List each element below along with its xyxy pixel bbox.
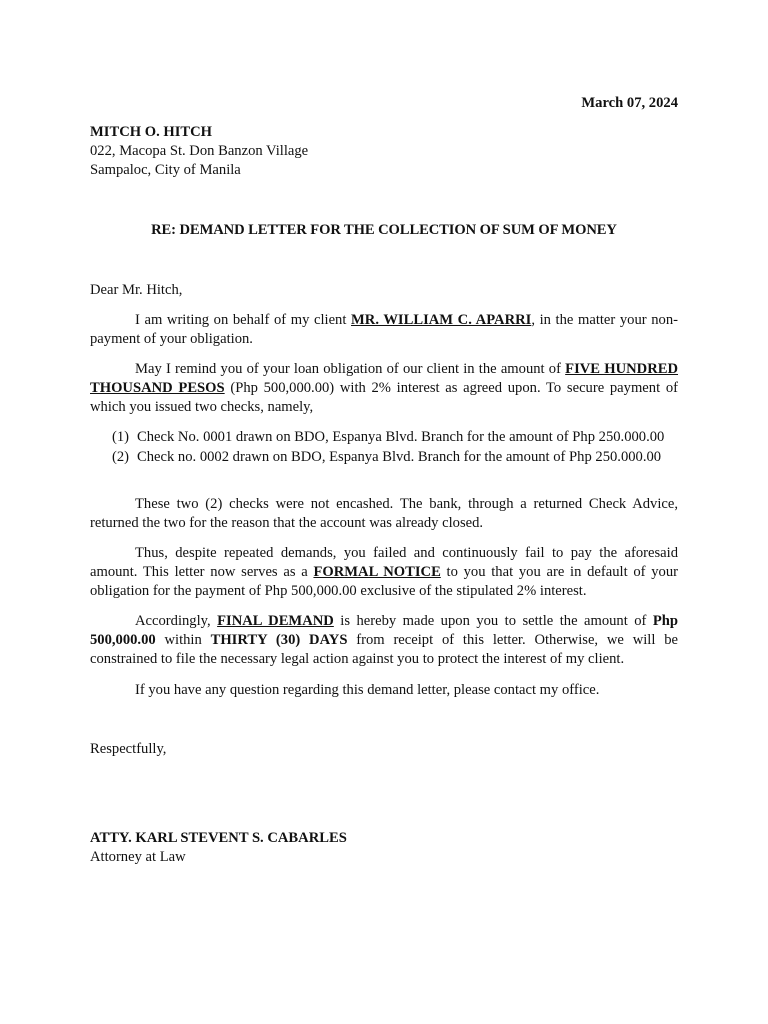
amount-in-words: FIVE HUNDRED THOUSAND PESOS [90, 361, 679, 396]
paragraph-2-post: (Php 500,000.00) with 2% interest as agreed upon. To secure payment of which you issued two checks, namely, [90, 380, 678, 415]
signatory-title: Attorney at Law [90, 849, 186, 865]
paragraph-5-mid1: is hereby made upon you to settle the amount of [333, 613, 653, 629]
paragraph-4-pre: Thus, despite repeated demands, you failed and continuously fail to pay the aforesaid amount. This letter now serves as a [90, 545, 678, 580]
paragraph-6-text: If you have any question regarding this demand letter, please contact my office. [135, 682, 600, 698]
demand-period: THIRTY (30) DAYS [210, 632, 348, 648]
subject-line: RE: DEMAND LETTER FOR THE COLLECTION OF SUM OF MONEY [151, 222, 617, 238]
paragraph-3 [90, 495, 678, 533]
signature-block [90, 829, 678, 867]
recipient-name: MITCH O. HITCH [90, 124, 213, 140]
paragraph-5-mid2: within [155, 632, 211, 648]
list-item [90, 448, 678, 467]
final-demand: FINAL DEMAND [217, 613, 334, 629]
recipient-address-line2: Sampaloc, City of Manila [90, 162, 241, 178]
paragraph-4 [90, 544, 678, 601]
formal-notice: FORMAL NOTICE [313, 564, 441, 580]
paragraph-5-pre: Accordingly, [135, 613, 218, 629]
paragraph-4-post: to you that you are in default of your obligation for the payment of Php 500,000.00 exclusive of the stipulated 2% interest. [90, 564, 679, 599]
list-item-number: (2) [112, 449, 130, 465]
client-name: MR. WILLIAM C. APARRI [351, 312, 532, 328]
demand-amount: Php 500,000.00 [90, 613, 678, 648]
paragraph-3-text: These two (2) checks were not encashed. The bank, through a returned Check Advice, returned the two for the reason that the account was already closed. [90, 496, 678, 531]
list-item-number: (1) [112, 429, 130, 445]
signatory-name: ATTY. KARL STEVENT S. CABARLES [90, 830, 347, 846]
letter-date: March 07, 2024 [581, 95, 678, 111]
closing: Respectfully, [90, 741, 167, 757]
check-list [90, 428, 678, 468]
recipient-address-line1: 022, Macopa St. Don Banzon Village [90, 143, 309, 159]
paragraph-2 [90, 360, 678, 417]
paragraph-1-post: , in the matter your non-payment of your obligation. [90, 312, 678, 347]
salutation: Dear Mr. Hitch, [90, 282, 183, 298]
list-item-text: Check No. 0001 drawn on BDO, Espanya Blvd. Branch for the amount of Php 250.000.00 [137, 429, 665, 445]
paragraph-2-pre: May I remind you of your loan obligation of our client in the amount of [135, 361, 566, 377]
list-item [90, 428, 678, 447]
recipient-address-block [90, 123, 678, 180]
list-item-text: Check no. 0002 drawn on BDO, Espanya Blvd. Branch for the amount of Php 250.000.00 [137, 449, 662, 465]
paragraph-5 [90, 612, 678, 669]
paragraph-1 [90, 311, 678, 349]
paragraph-1-pre: I am writing on behalf of my client [135, 312, 352, 328]
paragraph-6 [90, 681, 678, 700]
paragraph-5-post: from receipt of this letter. Otherwise, we will be constrained to file the necessary legal action against you to protect the interest of my client. [90, 632, 678, 667]
